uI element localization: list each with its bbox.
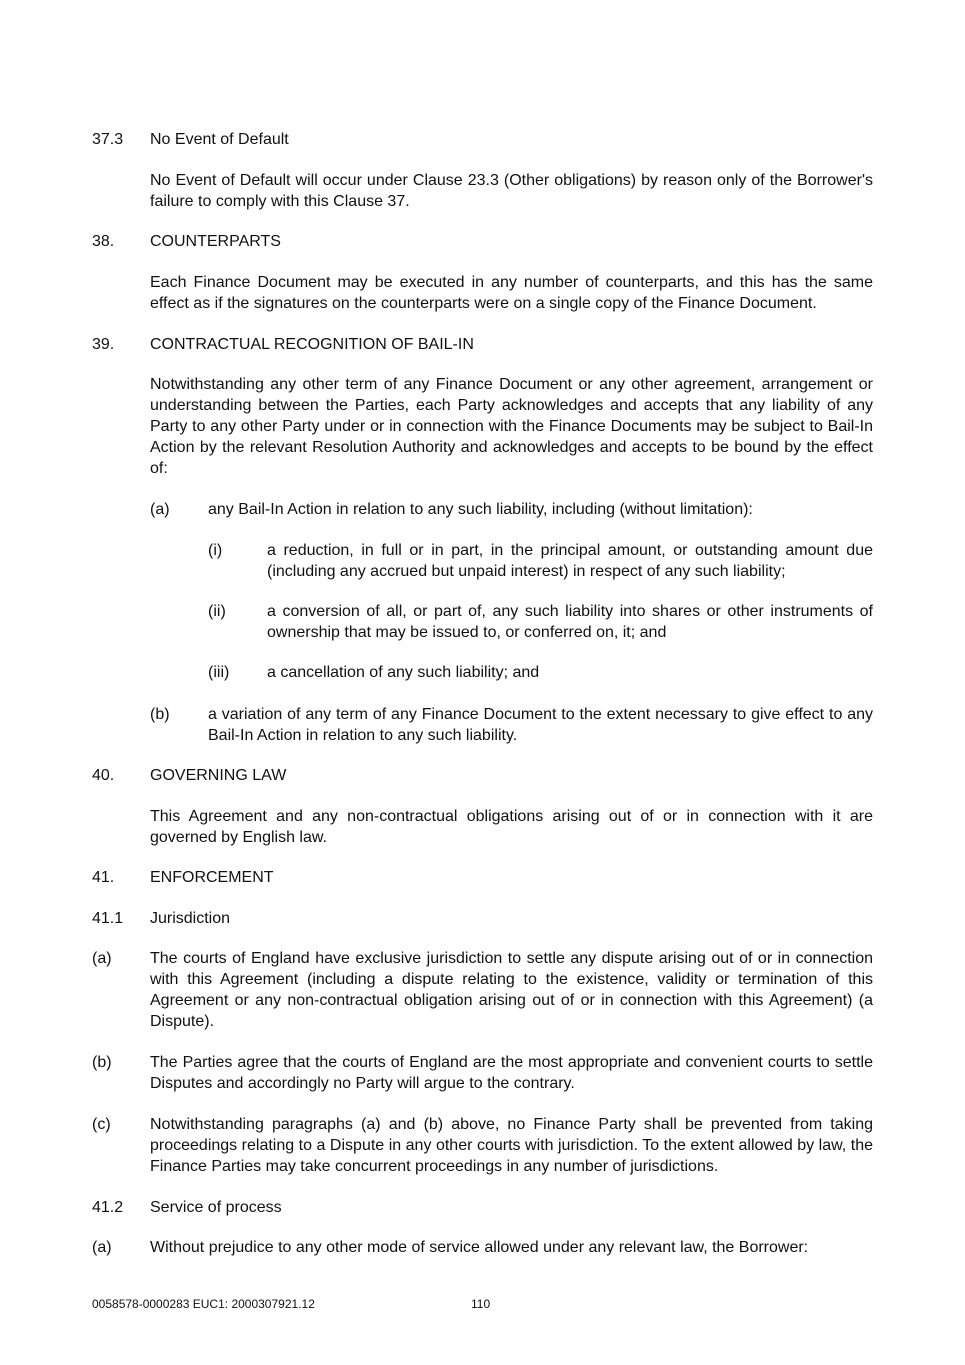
- subparagraph-text: a conversion of all, or part of, any such liability into shares or other instruments of ownership that may be issued to, or conferred on, it; and: [267, 603, 873, 641]
- subparagraph-text: a reduction, in full or in part, in the principal amount, or outstanding amount due (including any accrued but unpaid interest) in respect of any such liability;: [267, 542, 873, 580]
- paragraph-text: The Parties agree that the courts of England are the most appropriate and convenient courts to settle Disputes and accordingly no Party will argue to the contrary.: [150, 1054, 873, 1092]
- paragraph-text: Without prejudice to any other mode of service allowed under any relevant law, the Borrower:: [150, 1239, 809, 1256]
- section-heading: COUNTERPARTS: [150, 233, 281, 250]
- paragraph-label: (c): [92, 1116, 111, 1133]
- paragraph-text: Notwithstanding paragraphs (a) and (b) above, no Finance Party shall be prevented from taking proceedings relating to a Dispute in any other courts with jurisdiction. To the extent allowed by law, the Finance Parties may take concurrent proceedings in any number of jurisdictions.: [150, 1116, 873, 1175]
- section-number: 41.2: [92, 1199, 124, 1216]
- paragraph-text: The courts of England have exclusive jurisdiction to settle any dispute arising out of or in connection with this Agreement (including a dispute relating to the existence, validity or termination of this Agreement or any non-contractual obligation arising out of or in connection with this Agreement) (a Dispute).: [150, 950, 873, 1030]
- section-number: 37.3: [92, 131, 124, 148]
- section-heading: CONTRACTUAL RECOGNITION OF BAIL-IN: [150, 336, 474, 353]
- section-heading: Jurisdiction: [150, 910, 231, 927]
- section-number: 41.: [92, 869, 115, 886]
- paragraph-label: (b): [150, 706, 170, 723]
- subparagraph-label: (iii): [208, 664, 230, 681]
- subparagraph-label: (ii): [208, 603, 226, 620]
- paragraph-text: any Bail-In Action in relation to any such liability, including (without limitation):: [208, 501, 753, 518]
- section-heading: No Event of Default: [150, 131, 289, 148]
- section-body: Notwithstanding any other term of any Finance Document or any other agreement, arrangement or understanding between the Parties, each Party acknowledges and accepts that any liability of any Party to any other Party under or in connection with the Finance Documents may be subject to Bail-In Action by the relevant Resolution Authority and acknowledges and accepts to be bound by the effect of:: [150, 376, 873, 477]
- section-heading: Service of process: [150, 1199, 282, 1216]
- section-number: 38.: [92, 233, 115, 250]
- section-body: Each Finance Document may be executed in any number of counterparts, and this has the same effect as if the signatures on the counterparts were on a single copy of the Finance Document.: [150, 274, 873, 312]
- subparagraph-label: (i): [208, 542, 223, 559]
- paragraph-label: (a): [92, 950, 112, 967]
- subparagraph-text: a cancellation of any such liability; and: [267, 664, 540, 681]
- paragraph-label: (a): [150, 501, 170, 518]
- paragraph-label: (b): [92, 1054, 112, 1071]
- section-number: 39.: [92, 336, 115, 353]
- paragraph-label: (a): [92, 1239, 112, 1256]
- section-number: 40.: [92, 767, 115, 784]
- page-number: 110: [471, 1297, 491, 1311]
- section-body: No Event of Default will occur under Clause 23.3 (Other obligations) by reason only of the Borrower's failure to comply with this Clause 37.: [150, 172, 873, 210]
- section-heading: GOVERNING LAW: [150, 767, 287, 784]
- paragraph-text: a variation of any term of any Finance Document to the extent necessary to give effect to any Bail-In Action in relation to any such liability.: [208, 706, 873, 744]
- document-reference: 0058578-0000283 EUC1: 2000307921.12: [92, 1297, 315, 1311]
- section-number: 41.1: [92, 910, 124, 927]
- section-heading: ENFORCEMENT: [150, 869, 274, 886]
- section-body: This Agreement and any non-contractual obligations arising out of or in connection with it are governed by English law.: [150, 808, 873, 846]
